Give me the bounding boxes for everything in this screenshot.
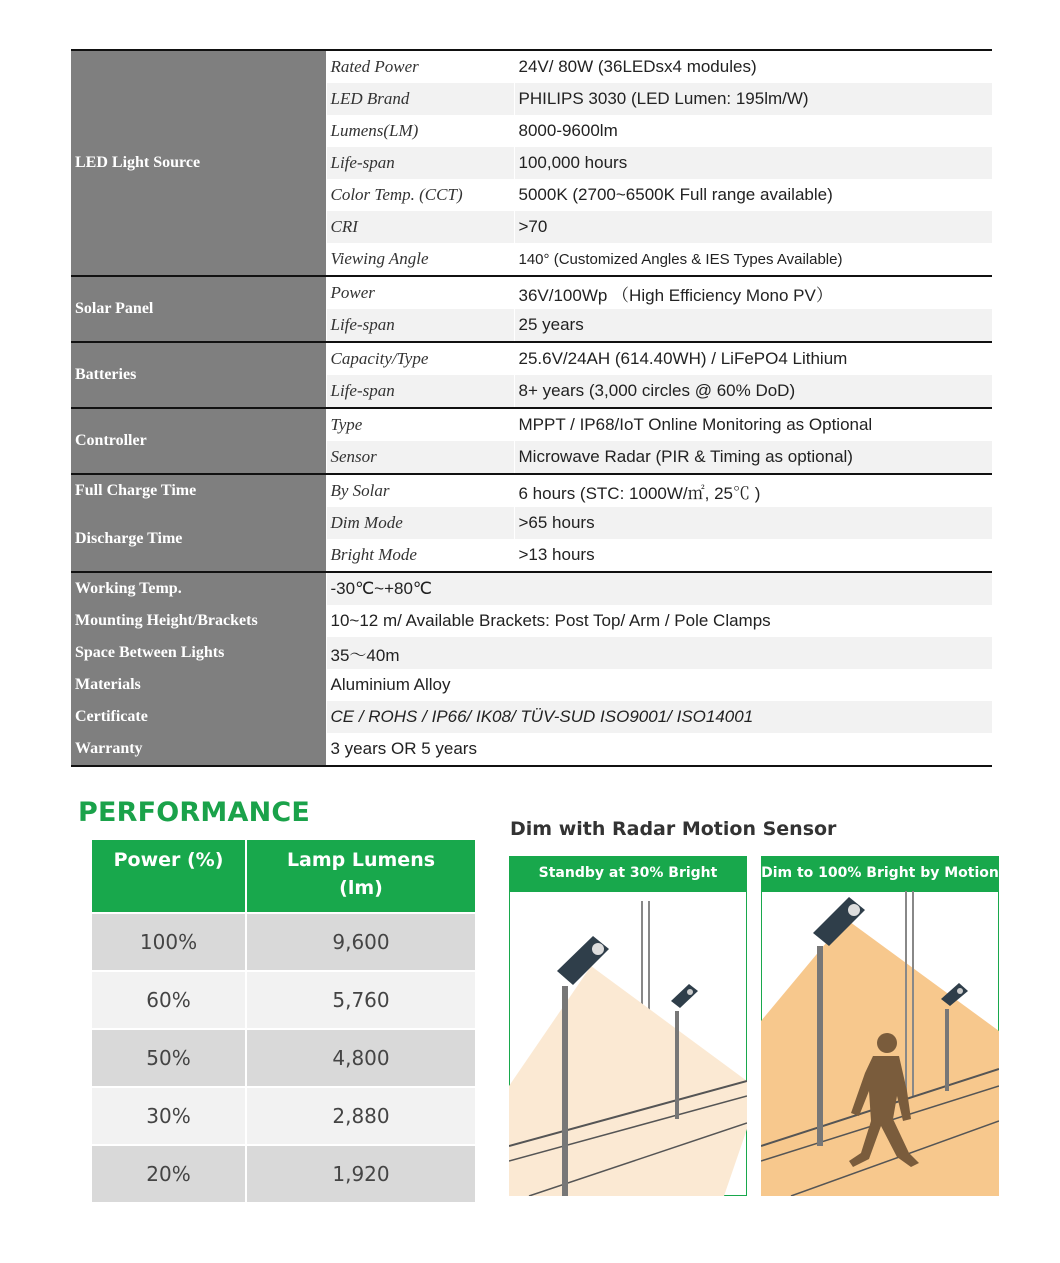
col-lumens-label: Lamp Lumens: [286, 849, 436, 871]
spec-label: Color Temp. (CCT): [326, 179, 514, 211]
group-led: LED Light Source: [71, 50, 326, 276]
spec-value: Microwave Radar (PIR & Timing as optional): [514, 441, 992, 474]
spec-row: [71, 342, 992, 375]
performance-row: [92, 1088, 475, 1144]
power-cell: 100%: [92, 914, 245, 970]
standby-panel-header: Standby at 30% Bright: [509, 856, 747, 891]
power-cell: 30%: [92, 1088, 245, 1144]
performance-row: [92, 1030, 475, 1086]
spec-label: CRI: [326, 211, 514, 243]
group-controller: Controller: [71, 408, 326, 474]
spec-value: 6 hours (STC: 1000W/㎡, 25℃ ): [514, 474, 992, 507]
spec-label: Bright Mode: [326, 539, 514, 572]
spec-label: By Solar: [326, 474, 514, 507]
spec-row: [71, 701, 992, 733]
lumens-cell: 4,800: [247, 1030, 475, 1086]
near-lamp-pole: [562, 986, 568, 1196]
spec-value: MPPT / IP68/IoT Online Monitoring as Optional: [514, 408, 992, 441]
spec-label: Viewing Angle: [326, 243, 514, 276]
near-lamp-pole: [817, 946, 823, 1146]
spec-value: 35～40m: [326, 637, 992, 669]
performance-row: [92, 914, 475, 970]
spec-value: 3 years OR 5 years: [326, 733, 992, 766]
motion-illustration: [761, 891, 999, 1196]
spec-value: 25.6V/24AH (614.40WH) / LiFePO4 Lithium: [514, 342, 992, 375]
spec-value: >70: [514, 211, 992, 243]
spec-row: [71, 50, 992, 83]
spec-value: 36V/100Wp （High Efficiency Mono PV）: [514, 276, 992, 309]
power-cell: 20%: [92, 1146, 245, 1202]
spec-label: Life-span: [326, 147, 514, 179]
spec-row: [71, 276, 992, 309]
spec-group-label: Certificate: [71, 701, 326, 733]
spec-value: PHILIPS 3030 (LED Lumen: 195lm/W): [514, 83, 992, 115]
spec-group-label: Mounting Height/Brackets: [71, 605, 326, 637]
spec-row: [71, 605, 992, 637]
spec-label: Lumens(LM): [326, 115, 514, 147]
spec-label: Type: [326, 408, 514, 441]
spec-row: [71, 408, 992, 441]
spec-group-label: Materials: [71, 669, 326, 701]
spec-value: 140° (Customized Angles & IES Types Available): [514, 243, 992, 276]
spec-row: [71, 669, 992, 701]
col-power-header: [92, 840, 245, 912]
motion-panel-header: Dim to 100% Bright by Motion: [761, 856, 999, 891]
far-lamp-pole: [945, 1009, 949, 1091]
motion-panel: [761, 856, 999, 1196]
dim-section-title: Dim with Radar Motion Sensor: [510, 818, 837, 840]
lumens-cell: 2,880: [247, 1088, 475, 1144]
spec-label: Dim Mode: [326, 507, 514, 539]
spec-value: 8000-9600lm: [514, 115, 992, 147]
lumens-cell: 9,600: [247, 914, 475, 970]
group-discharge: Discharge Time: [71, 507, 326, 572]
group-solar: Solar Panel: [71, 276, 326, 342]
spec-row: [71, 572, 992, 605]
spec-row: [71, 507, 992, 539]
spec-value: >65 hours: [514, 507, 992, 539]
group-full-charge: Full Charge Time: [71, 474, 326, 507]
spec-value: 5000K (2700~6500K Full range available): [514, 179, 992, 211]
lumens-cell: 1,920: [247, 1146, 475, 1202]
spec-value: 10~12 m/ Available Brackets: Post Top/ Arm / Pole Clamps: [326, 605, 992, 637]
spec-value: 8+ years (3,000 circles @ 60% DoD): [514, 375, 992, 408]
performance-header-row: [92, 840, 475, 912]
standby-illustration: [509, 891, 747, 1196]
spec-group-label: Space Between Lights: [71, 637, 326, 669]
performance-row: [92, 972, 475, 1028]
performance-table: [90, 838, 477, 1204]
spec-label: Life-span: [326, 375, 514, 408]
col-lumens-unit: (lm): [339, 877, 383, 899]
spec-value: >13 hours: [514, 539, 992, 572]
spec-label: LED Brand: [326, 83, 514, 115]
far-lamp-pole: [675, 1011, 679, 1119]
spec-row: [71, 733, 992, 766]
group-batteries: Batteries: [71, 342, 326, 408]
power-cell: 60%: [92, 972, 245, 1028]
spec-label: Life-span: [326, 309, 514, 342]
spec-label: Sensor: [326, 441, 514, 474]
lumens-cell: 5,760: [247, 972, 475, 1028]
power-cell: 50%: [92, 1030, 245, 1086]
spec-table: [71, 49, 992, 767]
performance-row: [92, 1146, 475, 1202]
spec-row: [71, 474, 992, 507]
performance-title: PERFORMANCE: [78, 797, 311, 828]
spec-value: Aluminium Alloy: [326, 669, 992, 701]
standby-panel: [509, 856, 747, 1196]
spec-label: Rated Power: [326, 50, 514, 83]
spec-value: CE / ROHS / IP66/ IK08/ TÜV-SUD ISO9001/ ISO14001: [326, 701, 992, 733]
spec-value: 100,000 hours: [514, 147, 992, 179]
spec-value: 25 years: [514, 309, 992, 342]
spec-group-label: Working Temp.: [71, 572, 326, 605]
spec-group-label: Warranty: [71, 733, 326, 766]
col-power-label: Power (%): [113, 849, 224, 871]
spec-row: [71, 637, 992, 669]
spec-value: -30℃~+80℃: [326, 572, 992, 605]
col-lumens-header: [247, 840, 475, 912]
spec-label: Power: [326, 276, 514, 309]
spec-value: 24V/ 80W (36LEDsx4 modules): [514, 50, 992, 83]
spec-label: Capacity/Type: [326, 342, 514, 375]
